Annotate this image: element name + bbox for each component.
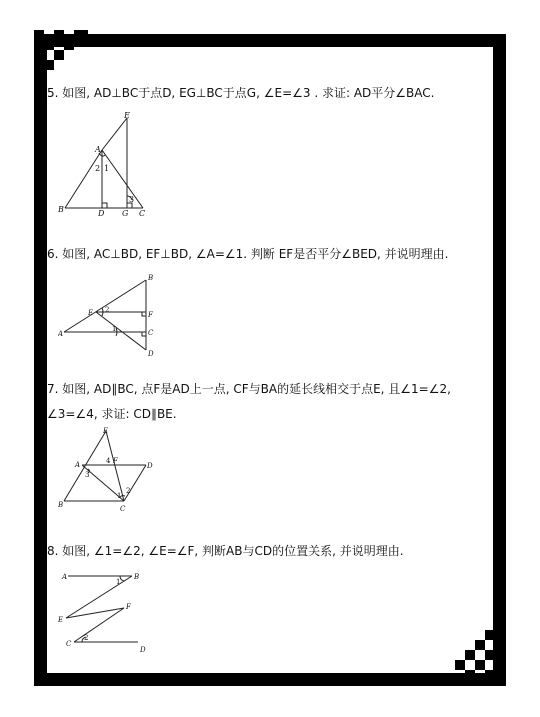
label-E: E	[124, 111, 130, 120]
label-A: A	[62, 573, 68, 581]
label-A: A	[58, 330, 64, 338]
label-D: D	[140, 646, 146, 654]
label-3: 3	[129, 195, 135, 204]
label-1: 1	[104, 164, 110, 173]
problem-6-text: 6. 如图, AC⊥BD, EF⊥BD, ∠A=∠1. 判断 EF是否平分∠BED, 并说明理由.	[47, 247, 449, 261]
label-4: 4	[106, 457, 111, 465]
label-F: F	[126, 603, 131, 611]
label-G: G	[122, 209, 129, 216]
label-1: 1	[112, 325, 117, 333]
label-C: C	[148, 329, 154, 337]
label-C: C	[66, 640, 72, 648]
label-D: D	[148, 350, 154, 358]
label-F: F	[148, 311, 153, 319]
problem-7-figure	[58, 425, 163, 515]
label-E: E	[103, 427, 109, 435]
label-E: E	[88, 309, 94, 317]
label-1: 1	[117, 492, 122, 500]
problem-8-text: 8. 如图, ∠1=∠2, ∠E=∠F, 判断AB与CD的位置关系, 并说明理由.	[47, 544, 404, 558]
label-E: E	[58, 616, 64, 624]
label-1: 1	[116, 578, 121, 586]
problem-8-figure	[58, 566, 158, 656]
label-D: D	[98, 209, 105, 216]
label-A: A	[75, 461, 81, 469]
problem-5-figure	[55, 110, 155, 216]
label-3: 3	[85, 471, 90, 479]
label-2: 2	[126, 487, 131, 495]
label-2: 2	[84, 634, 89, 642]
label-B: B	[148, 274, 154, 282]
label-C: C	[139, 209, 146, 216]
label-A: A	[95, 145, 101, 154]
label-B: B	[58, 501, 64, 509]
label-D: D	[147, 462, 153, 470]
label-C: C	[120, 505, 126, 513]
label-2: 2	[105, 306, 110, 314]
problem-6-figure	[58, 270, 158, 360]
problem-7-text-line2: ∠3=∠4, 求证: CD∥BE.	[47, 407, 177, 421]
label-F: F	[113, 457, 118, 465]
label-2: 2	[95, 164, 101, 173]
label-B: B	[134, 573, 140, 581]
label-B: B	[58, 205, 64, 214]
problem-7-text-line1: 7. 如图, AD∥BC, 点F是AD上一点, CF与BA的延长线相交于点E, 且∠1=∠2,	[47, 382, 451, 396]
problem-5-text: 5. 如图, AD⊥BC于点D, EG⊥BC于点G, ∠E=∠3 . 求证: AD平分∠BAC.	[47, 86, 435, 100]
